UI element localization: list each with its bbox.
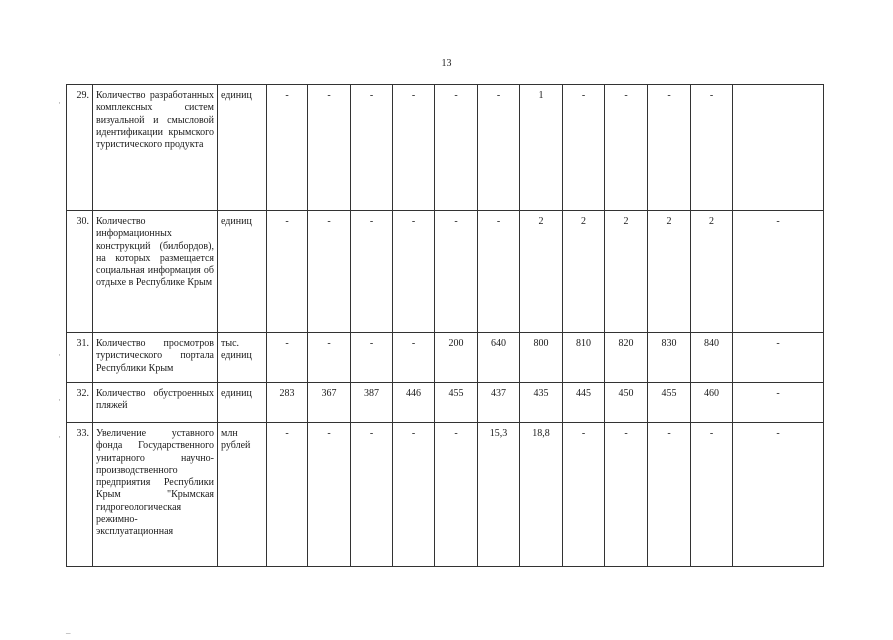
year-value: 2 (563, 211, 605, 333)
scan-mark: – (66, 628, 71, 638)
year-value: - (393, 85, 435, 211)
year-value: - (563, 85, 605, 211)
scan-mark: · (58, 432, 61, 442)
year-value: 810 (563, 333, 605, 383)
year-value: 640 (478, 333, 520, 383)
indicator-name: Увеличение уставного фонда Государственного унитарного научно-производственного предприятия Республики Крым "Крымская гидрогеологическая режимно-эксплуатационная (93, 423, 218, 567)
year-value: 800 (520, 333, 563, 383)
scan-mark: · (58, 98, 61, 108)
final-value (733, 85, 824, 211)
year-value: 2 (691, 211, 733, 333)
year-value: - (605, 423, 648, 567)
row-number: 32. (67, 383, 93, 423)
unit-of-measure: единиц (218, 85, 267, 211)
scan-mark: · (58, 350, 61, 360)
year-value: - (648, 85, 691, 211)
year-value: - (267, 85, 308, 211)
year-value: 2 (520, 211, 563, 333)
year-value: - (267, 423, 308, 567)
year-value: - (267, 333, 308, 383)
year-value: - (267, 211, 308, 333)
year-value: - (435, 423, 478, 567)
table-row (67, 383, 824, 423)
scan-mark: · (58, 395, 61, 405)
year-value: - (691, 423, 733, 567)
year-value: 2 (648, 211, 691, 333)
year-value: - (393, 423, 435, 567)
year-value: - (478, 211, 520, 333)
year-value: - (308, 211, 351, 333)
year-value: 445 (563, 383, 605, 423)
year-value: 437 (478, 383, 520, 423)
year-value: - (435, 85, 478, 211)
table-row (67, 85, 824, 211)
year-value: - (351, 423, 393, 567)
final-value: - (733, 423, 824, 567)
row-number: 30. (67, 211, 93, 333)
year-value: - (605, 85, 648, 211)
year-value: 455 (435, 383, 478, 423)
year-value: 1 (520, 85, 563, 211)
year-value: 387 (351, 383, 393, 423)
year-value: 18,8 (520, 423, 563, 567)
indicator-name: Количество просмотров туристического портала Республики Крым (93, 333, 218, 383)
year-value: - (478, 85, 520, 211)
year-value: 2 (605, 211, 648, 333)
year-value: - (351, 85, 393, 211)
final-value: - (733, 383, 824, 423)
indicators-table (66, 84, 824, 567)
year-value: 15,3 (478, 423, 520, 567)
final-value: - (733, 333, 824, 383)
year-value: - (308, 85, 351, 211)
indicator-name: Количество разработанных комплексных систем визуальной и смысловой идентификации крымского туристического продукта (93, 85, 218, 211)
unit-of-measure: единиц (218, 211, 267, 333)
year-value: - (648, 423, 691, 567)
year-value: 840 (691, 333, 733, 383)
year-value: 450 (605, 383, 648, 423)
year-value: 830 (648, 333, 691, 383)
year-value: - (563, 423, 605, 567)
page-number: 13 (441, 58, 452, 69)
table-row (67, 333, 824, 383)
indicator-name: Количество информационных конструкций (билбордов), на которых размещается социальная информация об отдыхе в Республике Крым (93, 211, 218, 333)
table-body (67, 85, 824, 567)
table-row (67, 211, 824, 333)
row-number: 29. (67, 85, 93, 211)
unit-of-measure: млн рублей (218, 423, 267, 567)
year-value: - (308, 333, 351, 383)
year-value: - (435, 211, 478, 333)
year-value: - (308, 423, 351, 567)
year-value: - (351, 333, 393, 383)
year-value: 820 (605, 333, 648, 383)
year-value: 283 (267, 383, 308, 423)
year-value: 367 (308, 383, 351, 423)
year-value: 200 (435, 333, 478, 383)
year-value: 460 (691, 383, 733, 423)
year-value: 446 (393, 383, 435, 423)
final-value: - (733, 211, 824, 333)
year-value: - (691, 85, 733, 211)
year-value: - (351, 211, 393, 333)
row-number: 31. (67, 333, 93, 383)
indicator-name: Количество обустроенных пляжей (93, 383, 218, 423)
year-value: - (393, 211, 435, 333)
year-value: 455 (648, 383, 691, 423)
year-value: 435 (520, 383, 563, 423)
unit-of-measure: единиц (218, 383, 267, 423)
unit-of-measure: тыс. единиц (218, 333, 267, 383)
row-number: 33. (67, 423, 93, 567)
table-row (67, 423, 824, 567)
year-value: - (393, 333, 435, 383)
